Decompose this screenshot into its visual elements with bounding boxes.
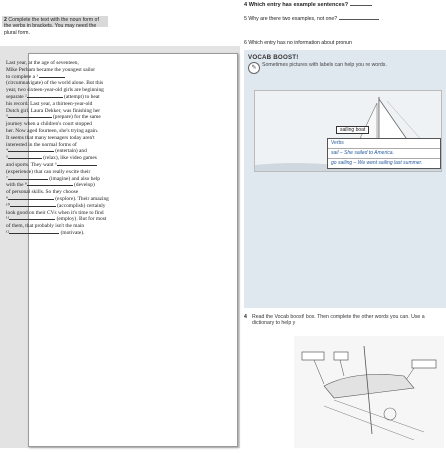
label-box <box>334 352 348 360</box>
exercise-instruction: Read the Vocab boost! box. Then complete the other words you can. Use a dictionary to help y <box>252 314 425 326</box>
lightbulb-icon: ✎ <box>248 62 260 74</box>
boat-sketch <box>294 336 444 448</box>
story-line: to complete a ¹ <box>6 74 118 81</box>
story-line: ⁵ (relax), like video games <box>6 155 97 162</box>
verbs-table <box>327 138 441 169</box>
story-line: year, two sixteen-year-old girls are beginning <box>6 87 104 94</box>
question-number: 4 <box>244 2 248 8</box>
story-line: ³ (prepare) for the same <box>6 114 101 121</box>
question-6 <box>244 40 444 46</box>
story-line: interested in the normal forms of <box>6 141 77 148</box>
question-text: Why are there two examples, not one? <box>248 16 338 22</box>
verbs-row: go sailing – We went sailing last summer. <box>331 160 423 166</box>
story-line: her. Now aged fourteen, she's trying again. <box>6 127 99 134</box>
story-line: ¹⁰ (accomplish) certainly <box>6 202 106 209</box>
question-5 <box>244 16 379 22</box>
exercise-number: 4 <box>244 314 247 320</box>
answer-line <box>350 5 372 6</box>
boat-diagram <box>294 336 444 448</box>
verbs-row: sail – She sailed to America. <box>328 149 440 159</box>
exercise-number: 2 <box>4 17 7 23</box>
exercise-4 <box>244 314 444 326</box>
question-4 <box>244 2 372 8</box>
story-line: ¹² (motivate). <box>6 229 85 236</box>
question-number: 5 <box>244 16 247 22</box>
exercise-2 <box>0 0 110 42</box>
label-box <box>302 352 324 360</box>
instruction-text: Complete the text with the noun form of the verbs in brackets. You may need the plural form. <box>4 17 99 36</box>
story-line: Dutch girl, Laura Dekker, was finishing her <box>6 107 101 114</box>
story-line: look good on their CVs when it's time to find <box>6 209 104 216</box>
vocab-description: Sometimes pictures with labels can help you re words. <box>262 62 387 68</box>
story-line: Last year, at the age of seventeen, <box>6 60 79 66</box>
vocab-heading: VOCAB BOOST! <box>248 54 299 61</box>
label-box <box>412 360 436 368</box>
story-line: with the ⁸ (develop) <box>6 182 95 189</box>
story-line: ⁷ (imagine) and also help <box>6 175 100 182</box>
story-line: (experience) that can really excite their <box>6 168 91 175</box>
story-line: his record. Last year, a thirteen-year-old <box>6 100 93 107</box>
exercise-2-instruction <box>4 17 104 36</box>
story-line: ⁹ (explore). Their amazing <box>6 195 109 202</box>
story-line: of them, that probably isn't the main <box>6 223 85 230</box>
story-line: ⁴ (entertain) and <box>6 148 87 155</box>
photo-label: sailing boat <box>336 126 369 134</box>
vocab-boost-box <box>244 50 446 308</box>
story-line: of personal skills. So they choose <box>6 189 79 196</box>
story-line: ¹¹ (employ). But for most <box>6 216 107 223</box>
question-text: Which entry has example sentences? <box>248 2 349 8</box>
question-text: Which entry has no information about pronun <box>248 40 352 46</box>
story-line: journey when a children's court stopped <box>6 121 92 128</box>
story-line: and sports. They want ⁶ <box>6 162 118 169</box>
story-line: Mike Perham became the youngest sailor <box>6 66 96 73</box>
story-text <box>6 60 118 237</box>
question-number: 6 <box>244 40 247 46</box>
story-line: (circumnavigate) of the world alone. But this <box>6 80 104 87</box>
story-line: It seems that many teenagers today aren't <box>6 134 95 141</box>
verbs-header: Verbs <box>328 139 440 149</box>
answer-line <box>339 19 379 20</box>
story-line: separate ² (attempt) to beat <box>6 93 100 100</box>
